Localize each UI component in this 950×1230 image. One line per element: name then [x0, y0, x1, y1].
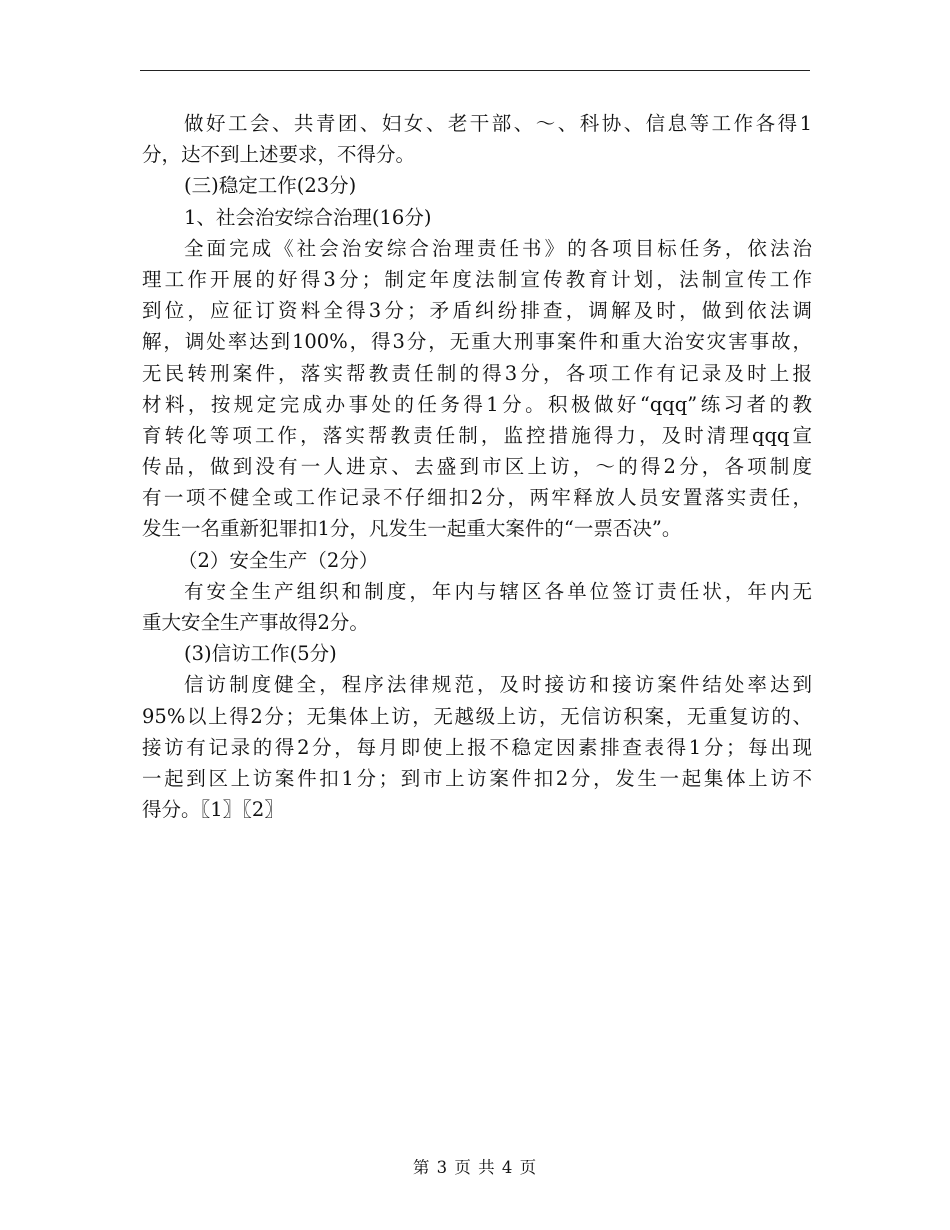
text-line: 接访有记录的得2分，每月即使上报不稳定因素排查表得1分；每出现 [142, 735, 812, 759]
text-line: 1、社会治安综合治理(16分) [184, 205, 432, 229]
text-line: 到位，应征订资料全得3分；矛盾纠纷排查，调解及时，做到依法调 [142, 299, 812, 323]
text-line: 做好工会、共青团、妇女、老干部、～、科协、信息等工作各得1 [184, 112, 812, 135]
text-line: (3)信访工作(5分) [184, 642, 337, 666]
text-line: 有安全生产组织和制度，年内与辖区各单位签订责任状，年内无 [184, 579, 812, 603]
text-line: 材料，按规定完成办事处的任务得1分。积极做好“qqq”练习者的教 [142, 392, 812, 416]
text-line: 理工作开展的好得3分；制定年度法制宣传教育计划，法制宣传工作 [142, 267, 812, 291]
text-line: 解，调处率达到100%，得3分，无重大刑事案件和重大治安灾害事故， [142, 330, 812, 354]
text-line: 发生一名重新犯罪扣1分，凡发生一起重大案件的“一票否决”。 [142, 517, 682, 541]
header-rule [140, 70, 810, 71]
page-footer [0, 1154, 950, 1178]
text-line: 95%以上得2分；无集体上访，无越级上访，无信访积案，无重复访的、 [142, 704, 812, 728]
page-number-label: 第 3 页 共 4 页 [412, 1158, 538, 1177]
text-line: （2）安全生产（2分） [178, 548, 379, 572]
document-body [142, 108, 812, 825]
text-line: 信访制度健全，程序法律规范，及时接访和接访案件结处率达到 [184, 673, 812, 697]
text-line: 全面完成《社会治安综合治理责任书》的各项目标任务，依法治 [184, 236, 812, 260]
text-line: 有一项不健全或工作记录不仔细扣2分，两牢释放人员安置落实责任， [142, 486, 812, 510]
text-line: (三)稳定工作(23分) [184, 174, 357, 198]
text-line: 传品，做到没有一人进京、去盛到市区上访，～的得2分，各项制度 [142, 455, 812, 479]
text-line: 分，达不到上述要求，不得分。 [142, 143, 416, 167]
text-line: 无民转刑案件，落实帮教责任制的得3分，各项工作有记录及时上报 [142, 361, 812, 385]
text-line: 重大安全生产事故得2分。 [142, 611, 369, 634]
text-line: 育转化等项工作，落实帮教责任制，监控措施得力，及时清理qqq宣 [142, 423, 812, 447]
text-line: 一起到区上访案件扣1分；到市上访案件扣2分，发生一起集体上访不 [142, 766, 812, 790]
text-line: 得分。〖1〗〖2〗 [142, 798, 284, 822]
